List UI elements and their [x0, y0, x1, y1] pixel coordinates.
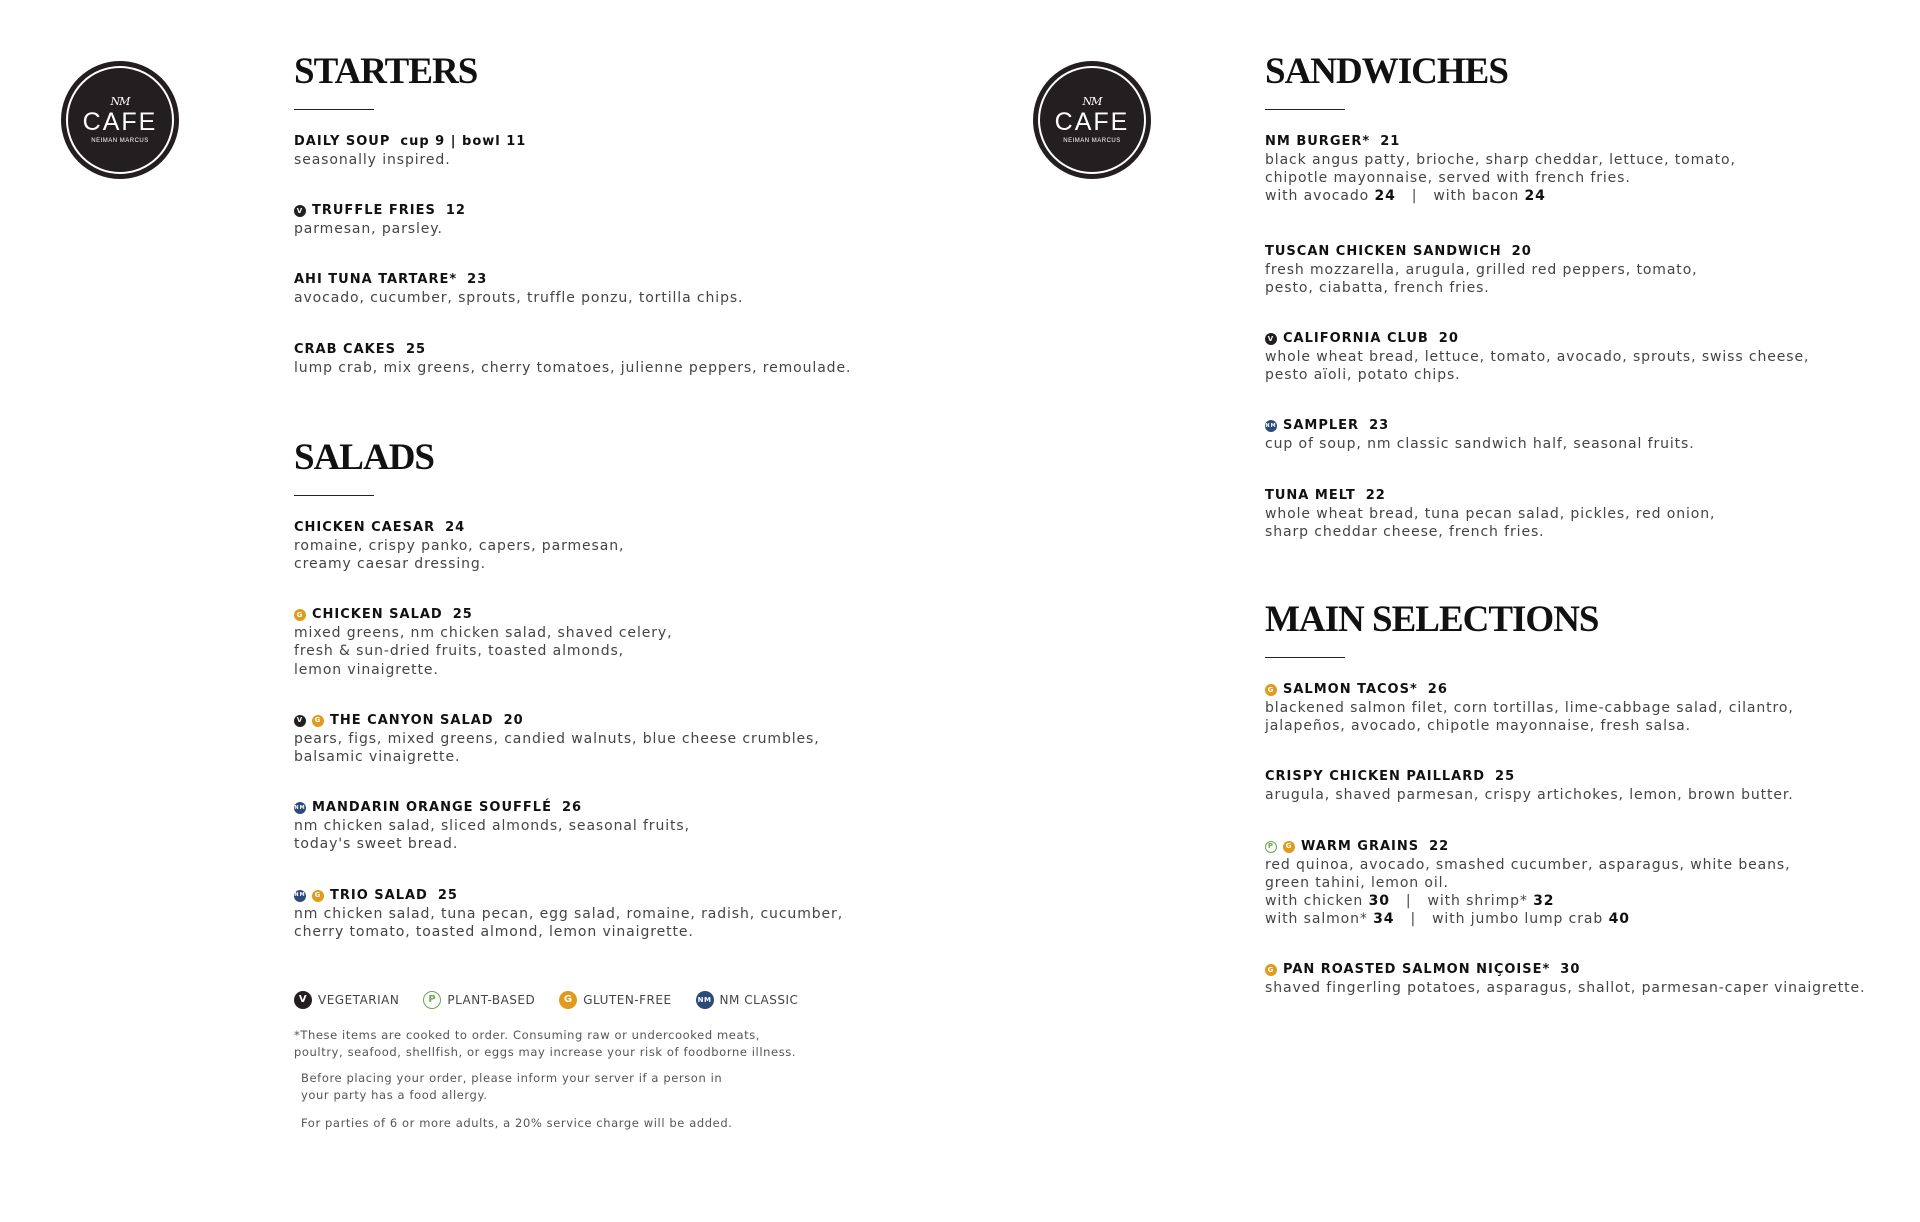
- logo-monogram: NM: [110, 95, 130, 108]
- item-name: DAILY SOUP: [294, 134, 391, 149]
- menu-item-crab-cakes: [294, 341, 894, 377]
- item-options: with salmon* 34 | with jumbo lump crab 40: [1265, 911, 1630, 928]
- item-description: parmesan, parsley.: [294, 221, 443, 238]
- option-label: with salmon*: [1265, 911, 1368, 928]
- cafe-logo-right: [1033, 61, 1151, 179]
- item-name: WARM GRAINS: [1301, 838, 1420, 854]
- option-price: 34: [1373, 911, 1395, 928]
- nm-classic-icon: NM: [294, 890, 306, 902]
- item-name: CALIFORNIA CLUB: [1283, 331, 1429, 347]
- logo-name: CAFE: [82, 108, 158, 136]
- item-description: mixed greens, nm chicken salad, shaved celery, fresh & sun-dried fruits, toasted almonds, lemon vinaigrette.: [294, 625, 673, 678]
- menu-item-canyon-salad: [294, 712, 894, 766]
- legend-vegetarian: [294, 991, 399, 1009]
- item-name: AHI TUNA TARTARE*: [294, 272, 458, 288]
- item-options: with avocado 24 | with bacon 24: [1265, 188, 1546, 205]
- item-description: blackened salmon filet, corn tortillas, lime-cabbage salad, cilantro, jalapeños, avocado, chipotle mayonnaise, fresh salsa.: [1265, 700, 1794, 735]
- menu-item-pan-roasted-salmon-nicoise: [1265, 961, 1905, 997]
- menu-item-california-club: [1265, 330, 1905, 384]
- gluten-free-icon: G: [312, 715, 324, 727]
- salads-title: SALADS: [294, 436, 434, 478]
- option-price: 32: [1533, 893, 1555, 910]
- menu-item-trio-salad: [294, 887, 894, 941]
- item-price: 25: [437, 887, 458, 903]
- gluten-free-icon: G: [312, 890, 324, 902]
- item-price: 23: [1369, 418, 1390, 434]
- menu-item-chicken-salad: [294, 606, 894, 679]
- option-price: 24: [1524, 188, 1546, 205]
- vegetarian-icon: V: [294, 715, 306, 727]
- item-name: TUNA MELT: [1265, 487, 1356, 503]
- menu-item-tuna-melt: [1265, 487, 1905, 541]
- menu-item-crispy-chicken-paillard: [1265, 768, 1905, 804]
- gluten-free-icon: G: [559, 991, 577, 1009]
- divider: [294, 495, 374, 496]
- legend-gluten-free: [559, 991, 671, 1009]
- divider: [294, 109, 374, 110]
- item-name: THE CANYON SALAD: [330, 712, 494, 728]
- item-price: 22: [1365, 487, 1386, 503]
- item-description: arugula, shaved parmesan, crispy artichokes, lemon, brown butter.: [1265, 787, 1794, 804]
- plant-based-icon: P: [1265, 841, 1277, 853]
- option-label: with avocado: [1265, 188, 1370, 205]
- item-description: nm chicken salad, sliced almonds, seasonal fruits, today's sweet bread.: [294, 818, 690, 853]
- menu-item-sampler: [1265, 417, 1905, 453]
- item-name: TRUFFLE FRIES: [312, 203, 436, 219]
- option-price: 40: [1608, 911, 1630, 928]
- item-description: nm chicken salad, tuna pecan, egg salad, romaine, radish, cucumber, cherry tomato, toasted almond, lemon vinaigrette.: [294, 905, 844, 940]
- gluten-free-icon: G: [1265, 964, 1277, 976]
- menu-item-daily-soup: [294, 133, 894, 169]
- item-description: whole wheat bread, lettuce, tomato, avocado, sprouts, swiss cheese, pesto aïoli, potato chips.: [1265, 349, 1810, 384]
- gluten-free-icon: G: [294, 609, 306, 621]
- legend-plant-based: [423, 991, 535, 1009]
- item-price: 12: [445, 203, 466, 219]
- nm-classic-icon: NM: [1265, 420, 1277, 432]
- starters-title: STARTERS: [294, 51, 478, 92]
- item-description: avocado, cucumber, sprouts, truffle ponzu, tortilla chips.: [294, 290, 744, 307]
- item-description: shaved fingerling potatoes, asparagus, shallot, parmesan-caper vinaigrette.: [1265, 980, 1866, 997]
- cafe-logo-left: [61, 61, 179, 179]
- legend-label: VEGETARIAN: [318, 993, 400, 1008]
- gluten-free-icon: G: [1265, 684, 1277, 696]
- raw-food-disclaimer: *These items are cooked to order. Consuming raw or undercooked meats, poultry, seafood, shellfish, or eggs may increase your risk of foodborne illness.: [294, 1028, 797, 1059]
- item-price: 30: [1560, 962, 1581, 978]
- item-price: 20: [1511, 243, 1532, 259]
- legend-label: PLANT-BASED: [447, 993, 536, 1008]
- menu-item-ahi-tuna-tartare: [294, 271, 894, 307]
- menu-item-tuscan-chicken-sandwich: [1265, 243, 1905, 297]
- divider: [1265, 109, 1345, 110]
- vegetarian-icon: V: [294, 991, 312, 1009]
- allergy-notice: Before placing your order, please inform your server if a person in your party has a food allergy.: [301, 1071, 723, 1102]
- item-name: TUSCAN CHICKEN SANDWICH: [1265, 243, 1502, 259]
- menu-item-mandarin-orange-souffle: [294, 799, 894, 853]
- divider: [1265, 657, 1345, 658]
- item-description: cup of soup, nm classic sandwich half, seasonal fruits.: [1265, 436, 1695, 453]
- menu-item-nm-burger: [1265, 133, 1905, 206]
- menu-item-truffle-fries: [294, 202, 894, 238]
- logo-monogram: NM: [1082, 95, 1102, 108]
- option-price: 30: [1368, 893, 1390, 910]
- item-name: MANDARIN ORANGE SOUFFLÉ: [312, 800, 552, 816]
- nm-classic-icon: NM: [294, 802, 306, 814]
- legend-label: GLUTEN-FREE: [583, 993, 672, 1008]
- item-price: 25: [1495, 769, 1516, 785]
- item-price: cup 9 | bowl 11: [400, 134, 527, 149]
- item-name: SALMON TACOS*: [1283, 682, 1418, 698]
- item-name: SAMPLER: [1283, 418, 1360, 434]
- gluten-free-icon: G: [1283, 841, 1295, 853]
- legend-label: NM CLASSIC: [719, 993, 799, 1008]
- item-price: 23: [467, 272, 488, 288]
- item-description: pears, figs, mixed greens, candied walnuts, blue cheese crumbles, balsamic vinaigrette.: [294, 730, 820, 766]
- item-description: whole wheat bread, tuna pecan salad, pickles, red onion, sharp cheddar cheese, french fries.: [1265, 505, 1716, 540]
- option-label: with shrimp*: [1427, 893, 1528, 910]
- item-name: PAN ROASTED SALMON NIÇOISE*: [1283, 962, 1551, 978]
- item-name: TRIO SALAD: [330, 887, 428, 903]
- item-price: 21: [1380, 134, 1401, 149]
- item-price: 22: [1429, 838, 1450, 854]
- item-price: 26: [1427, 682, 1448, 698]
- item-name: CRAB CAKES: [294, 341, 396, 357]
- menu-item-warm-grains: [1265, 838, 1905, 929]
- item-price: 25: [452, 607, 473, 623]
- option-price: 24: [1374, 188, 1396, 205]
- right-menu-column: [1265, 53, 1905, 1031]
- vegetarian-icon: V: [294, 205, 306, 217]
- item-description: seasonally inspired.: [294, 152, 451, 168]
- option-label: with jumbo lump crab: [1432, 911, 1604, 928]
- item-description: red quinoa, avocado, smashed cucumber, asparagus, white beans, green tahini, lemon oil.: [1265, 856, 1791, 891]
- item-price: 20: [503, 712, 524, 728]
- item-description: lump crab, mix greens, cherry tomatoes, julienne peppers, remoulade.: [294, 359, 852, 376]
- plant-based-icon: P: [423, 991, 441, 1009]
- dietary-legend: [294, 991, 894, 1009]
- option-label: with chicken: [1265, 893, 1364, 910]
- item-description: romaine, crispy panko, capers, parmesan, creamy caesar dressing.: [294, 537, 625, 573]
- item-price: 26: [561, 800, 583, 816]
- item-description: fresh mozzarella, arugula, grilled red peppers, tomato, pesto, ciabatta, french fries.: [1265, 261, 1698, 296]
- option-label: with bacon: [1433, 188, 1520, 205]
- item-price: 20: [1438, 331, 1459, 347]
- menu-item-chicken-caesar: [294, 519, 894, 573]
- item-options: with chicken 30 | with shrimp* 32: [1265, 893, 1555, 910]
- legend-nm-classic: [696, 991, 799, 1009]
- logo-brand: NEIMAN MARCUS: [91, 138, 149, 144]
- left-menu-column: [294, 53, 894, 1132]
- item-price: 25: [405, 341, 427, 357]
- nm-classic-icon: NM: [696, 991, 714, 1009]
- logo-name: CAFE: [1054, 108, 1130, 136]
- sandwiches-title: SANDWICHES: [1265, 51, 1508, 92]
- item-price: 24: [445, 519, 466, 535]
- vegetarian-icon: V: [1265, 333, 1277, 345]
- item-description: black angus patty, brioche, sharp cheddar, lettuce, tomato, chipotle mayonnaise, served with french fries.: [1265, 152, 1736, 187]
- item-name: CHICKEN SALAD: [312, 607, 443, 623]
- item-name: CRISPY CHICKEN PAILLARD: [1265, 769, 1486, 785]
- main-selections-title: MAIN SELECTIONS: [1265, 599, 1599, 641]
- service-charge-notice: For parties of 6 or more adults, a 20% service charge will be added.: [301, 1116, 733, 1131]
- item-name: CHICKEN CAESAR: [294, 519, 436, 535]
- item-name: NM BURGER*: [1265, 134, 1371, 149]
- logo-brand: NEIMAN MARCUS: [1063, 138, 1121, 144]
- menu-item-salmon-tacos: [1265, 681, 1905, 735]
